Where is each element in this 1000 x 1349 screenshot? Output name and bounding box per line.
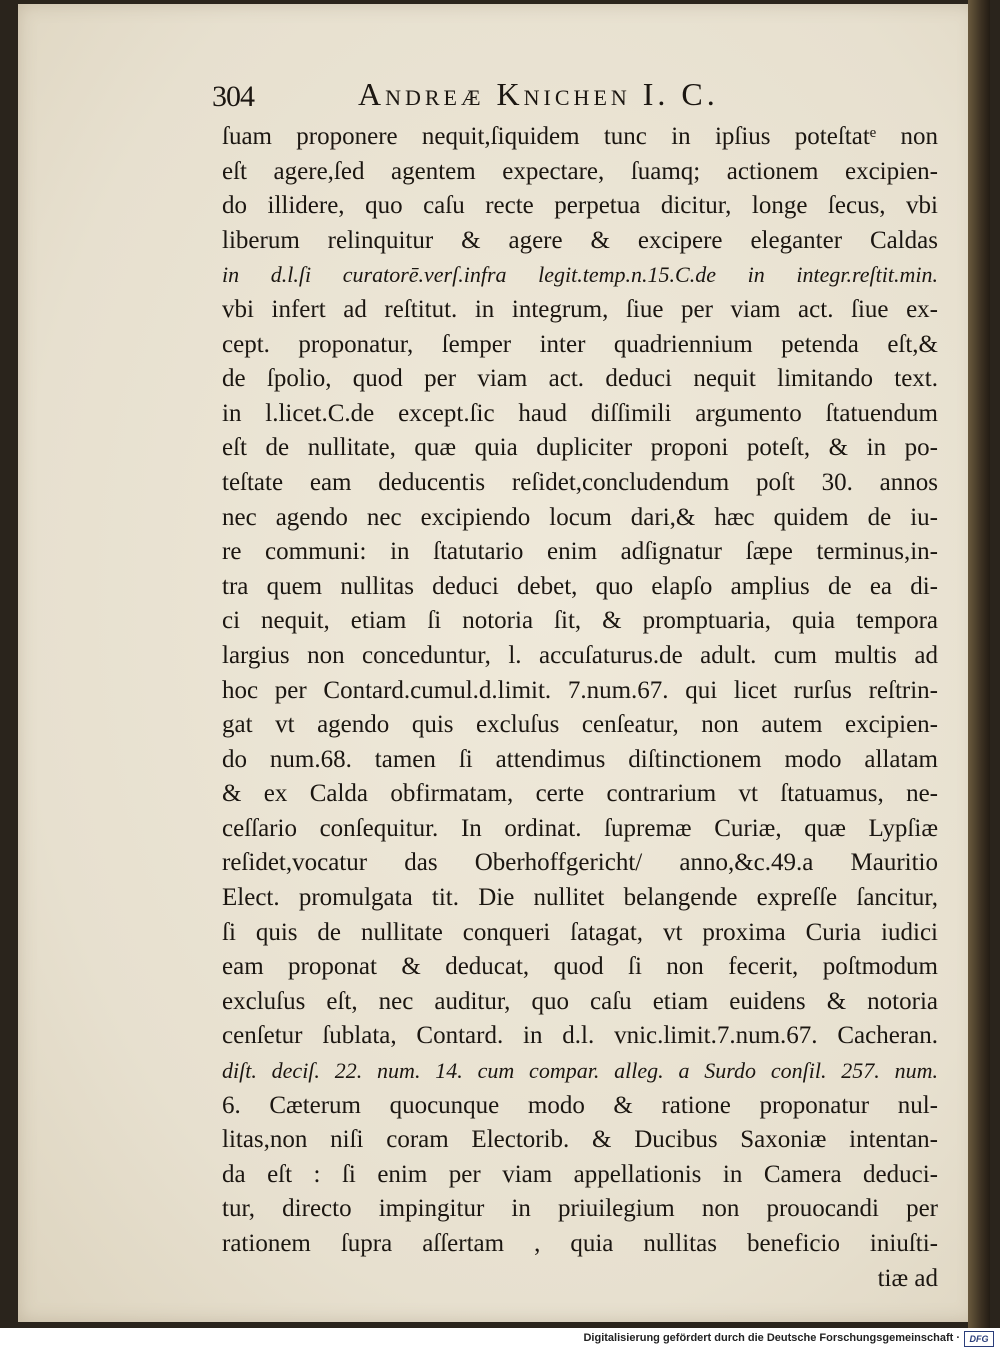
digitization-footer bbox=[0, 1328, 1000, 1349]
book-gutter bbox=[968, 0, 990, 1328]
text-line: & ex Calda obfirmatam, certe contrarium vt ſtatuamus, ne- bbox=[222, 780, 938, 808]
text-line: 6. Cæterum quocunque modo & ratione proponatur nul- bbox=[222, 1091, 938, 1119]
text-line: teſtate eam deducentis reſidet,concludendum poſt 30. annos bbox=[222, 468, 938, 496]
text-line: rationem ſupra aſſertam , quia nullitas beneficio iniuſti- bbox=[222, 1230, 938, 1257]
text-line: excluſus eſt, nec auditur, quo caſu etiam euidens & notoria bbox=[222, 987, 938, 1015]
text-line: da eſt : ſi enim per viam appellationis in Camera deduci- bbox=[222, 1160, 938, 1188]
funding-credit: Digitalisierung gefördert durch die Deutsche Forschungsgemeinschaft · bbox=[583, 1332, 960, 1344]
text-line: hoc per Contard.cumul.d.limit. 7.num.67. qui licet rurſus reſtrin- bbox=[222, 676, 938, 704]
text-line: Elect. promulgata tit. Die nullitet belangende expreſſe ſancitur, bbox=[222, 884, 938, 912]
catchword: tiæ ad bbox=[877, 1264, 938, 1292]
text-line: in l.licet.C.de except.ſic haud diſſimili argumento ſtatuendum bbox=[222, 399, 938, 427]
text-line: diſt. deciſ. 22. num. 14. cum compar. alleg. a Surdo conſil. 257. num. bbox=[222, 1058, 938, 1084]
page-number: 304 bbox=[212, 80, 254, 113]
text-line: tur, directo impingitur in priuilegium non prouocandi per bbox=[222, 1195, 938, 1223]
text-line: gat vt agendo quis excluſus cenſeatur, non autem excipien- bbox=[222, 711, 938, 739]
body-text bbox=[222, 120, 938, 1296]
dfg-logo-icon: DFG bbox=[964, 1331, 994, 1347]
text-line: eſt agere,ſed agentem expectare, ſuamq; actionem excipien- bbox=[222, 157, 938, 185]
text-line: cept. proponatur, ſemper inter quadriennium petenda eſt,& bbox=[222, 330, 938, 358]
text-line: cenſetur ſublata, Contard. in d.l. vnic.limit.7.num.67. Cacheran. bbox=[222, 1022, 938, 1050]
text-line: ceſſario conſequitur. In ordinat. ſupremæ Curiæ, quæ Lypſiæ bbox=[222, 814, 938, 842]
text-line: ſuam proponere nequit,ſiquidem tunc in ipſius poteſtatᵉ non bbox=[222, 123, 938, 150]
text-line: ci nequit, etiam ſi notoria ſit, & promptuaria, quia tempora bbox=[222, 607, 938, 635]
text-line: de ſpolio, quod per viam act. deduci nequit limitando text. bbox=[222, 365, 938, 393]
text-line: eſt de nullitate, quæ quia dupliciter proponi poteſt, & in po- bbox=[222, 434, 938, 462]
text-line: ſi quis de nullitate conqueri ſatagat, vt proxima Curia iudici bbox=[222, 918, 938, 946]
text-line: do num.68. tamen ſi attendimus diſtinctionem modo allatam bbox=[222, 745, 938, 773]
running-head: Andreæ Knichen I. C. bbox=[358, 76, 719, 112]
text-line: re communi: in ſtatutario enim adſignatur ſæpe terminus,in- bbox=[222, 538, 938, 566]
text-line: do illidere, quo caſu recte perpetua dicitur, longe ſecus, vbi bbox=[222, 192, 938, 220]
text-line: largius non conceduntur, l. accuſaturus.de adult. cum multis ad bbox=[222, 641, 938, 669]
text-line: liberum relinquitur & agere & excipere eleganter Caldas bbox=[222, 226, 938, 254]
text-line: reſidet,vocatur das Oberhoffgericht/ anno,&c.49.a Mauritio bbox=[222, 849, 938, 877]
text-line: in d.l.ſi curatorē.verſ.infra legit.temp.n.15.C.de in integr.reſtit.min. bbox=[222, 262, 938, 288]
page-header bbox=[212, 76, 812, 120]
text-line: nec agendo nec excipiendo locum dari,& hæc quidem de iu- bbox=[222, 503, 938, 531]
text-line: tra quem nullitas deduci debet, quo elapſo amplius de ea di- bbox=[222, 572, 938, 600]
text-line: litas,non niſi coram Electorib. & Ducibus Saxoniæ intentan- bbox=[222, 1126, 938, 1154]
text-line: eam proponat & deducat, quod ſi non fecerit, poſtmodum bbox=[222, 953, 938, 981]
text-line: vbi infert ad reſtitut. in integrum, ſiue per viam act. ſiue ex- bbox=[222, 295, 938, 323]
